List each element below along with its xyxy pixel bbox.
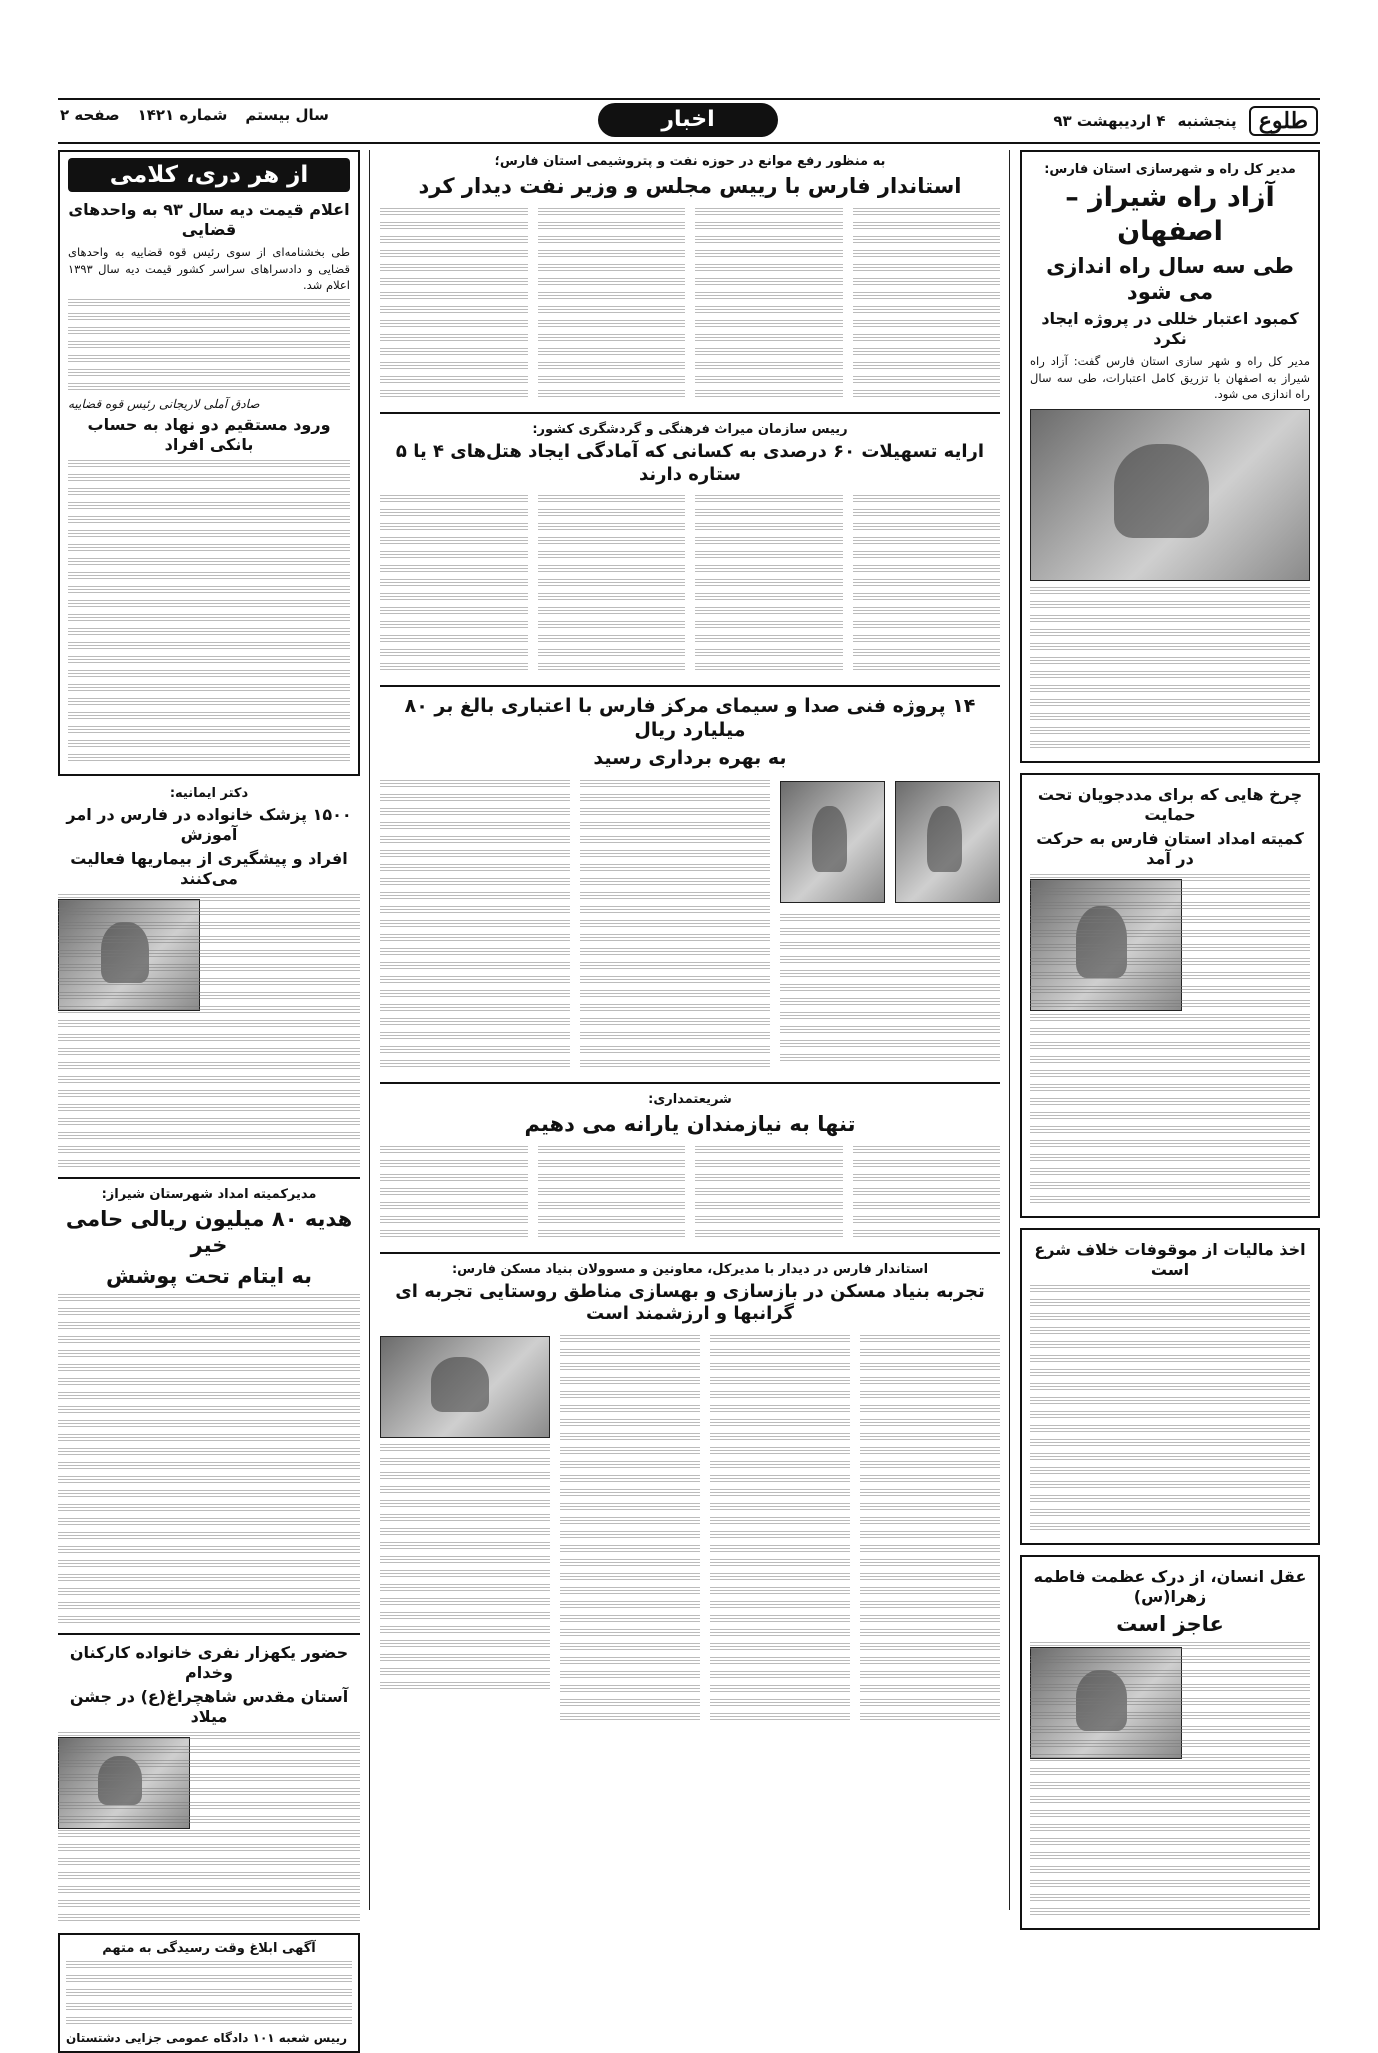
article-title: ۱۴ پروژه فنی صدا و سیمای مرکز فارس با اعتباری بالغ بر ۸۰ میلیارد ریال [404,695,976,741]
article-kicker: مدیرکمیته امداد شهرستان شیراز: [101,1187,317,1203]
masthead-date: ۴ اردیبهشت ۹۳ [1053,112,1166,130]
newspaper-logo: طلوع [1249,106,1318,136]
masthead-year: سال بیستم [245,106,329,124]
center-column [380,150,1000,1910]
article-title: ارایه تسهیلات ۶۰ درصدی به کسانی که آمادگی ایجاد هتل‌های ۴ یا ۵ ستاره دارند [395,441,985,485]
article-kicker: مدیر کل راه و شهرسازی استان فارس: [1044,162,1296,177]
column-various [58,150,360,776]
article-hotels [380,422,1000,677]
article-title-line2: عاجز است [1116,1612,1224,1637]
article-family-doctors [58,786,360,1169]
masthead [58,98,1320,144]
newspaper-page [58,98,1320,2045]
article-title: ورود مستقیم دو نهاد به حساب بانکی افراد [87,415,331,455]
article-photo [1030,409,1310,581]
notice-signature: رییس شعبه ۱۰۱ دادگاه عمومی جزایی دشتستان [66,2030,348,2045]
article-freeway [1020,150,1320,763]
article-kicker: شریعتمداری: [648,1091,732,1107]
article-title-line2: افراد و پیشگیری از بیماریها فعالیت می‌کنند [70,849,348,889]
article-title-line2: به ایتام تحت پوشش [105,1263,313,1288]
article-fatemeh [1020,1555,1320,1930]
article-title: آزاد راه شیراز – اصفهان [1065,182,1275,247]
masthead-issue: شماره ۱۴۲۱ [137,106,228,124]
article-kicker: رییس سازمان میراث فرهنگی و گردشگری کشور: [532,422,848,438]
notice-title: آگهی ابلاغ وقت رسیدگی به متهم [102,1940,316,1956]
column-header: از هر دری، کلامی [68,158,350,192]
article-shahcheragh [58,1643,360,1923]
masthead-right [1053,106,1318,136]
article-lead: طی بخشنامه‌ای از سوی رئیس قوه قضاییه به واحدهای قضایی و دادسراهای سراسر کشور قیمت دیه سال ۱۳۹۳ اعلام شد. [68,245,350,293]
article-housing [380,1262,1000,1727]
article-title: تجربه بنیاد مسکن در بازسازی و بهسازی مناطق روستایی تجربه ای گرانبها و ارزشمند است [395,1280,985,1325]
article-title: عقل انسان، از درک عظمت فاطمه زهرا(س) [1033,1567,1307,1607]
article-wheelchairs [1020,773,1320,1218]
article-title: استاندار فارس با رییس مجلس و وزیر نفت دیدار کرد [418,174,962,198]
article-oil-meeting [380,154,1000,404]
article-photo [780,781,885,903]
article-title-line2: طی سه سال راه اندازی می شود [1046,253,1294,304]
legal-notice [58,1933,360,2053]
article-broadcast [380,695,1000,1073]
article-title-line2: کمیته امداد استان فارس به حرکت در آمد [1036,829,1304,869]
article-title-line2: به بهره برداری رسید [593,746,787,769]
article-title-line2: آستان مقدس شاهچراغ(ع) در جشن میلاد [69,1686,349,1726]
article-kicker: دکتر ایمانیه: [169,786,249,802]
article-lead: مدیر کل راه و شهر سازی استان فارس گفت: آزاد راه شیراز به اصفهان با تزریق کامل اعتبارات، طی سه سال راه اندازی می شود. [1030,354,1310,402]
article-title: هدیه ۸۰ میلیون ریالی حامی خیر [65,1207,353,1258]
article-subsidy [380,1092,1000,1244]
article-kicker: استاندار فارس در دیدار با مدیرکل، معاونین و مسوولان بنیاد مسکن فارس: [451,1261,929,1277]
masthead-left [60,106,329,124]
article-kicker: به منظور رفع موانع در حوزه نفت و پتروشیمی استان فارس؛ [494,154,886,169]
article-title: ۱۵۰۰ پزشک خانواده در فارس در امر آموزش [66,805,352,845]
article-subtitle: کمبود اعتبار خللی در پروژه ایجاد نکرد [1041,309,1299,348]
article-title: اخذ مالیات از موقوفات خلاف شرع است [1034,1240,1306,1280]
right-column [1020,150,1320,1910]
article-title: چرخ هایی که برای مددجویان تحت حمایت [1037,785,1303,825]
article-title: حضور یکهزار نفری خانواده کارکنان وخدام [69,1642,349,1682]
article-photo [380,1336,550,1438]
article-title: اعلام قیمت دیه سال ۹۳ به واحدهای قضایی [68,200,350,239]
masthead-page: صفحه ۲ [60,106,120,124]
article-tax [1020,1228,1320,1545]
article-title: تنها به نیازمندان یارانه می دهیم [524,1111,856,1136]
article-signature: صادق آملی لاریجانی رئیس قوه قضاییه [68,397,260,412]
article-charity-gift [58,1187,360,1625]
left-column [58,150,360,2045]
section-label: اخبار [598,103,778,137]
masthead-day: پنجشنبه [1177,112,1237,130]
article-photo [895,781,1000,903]
